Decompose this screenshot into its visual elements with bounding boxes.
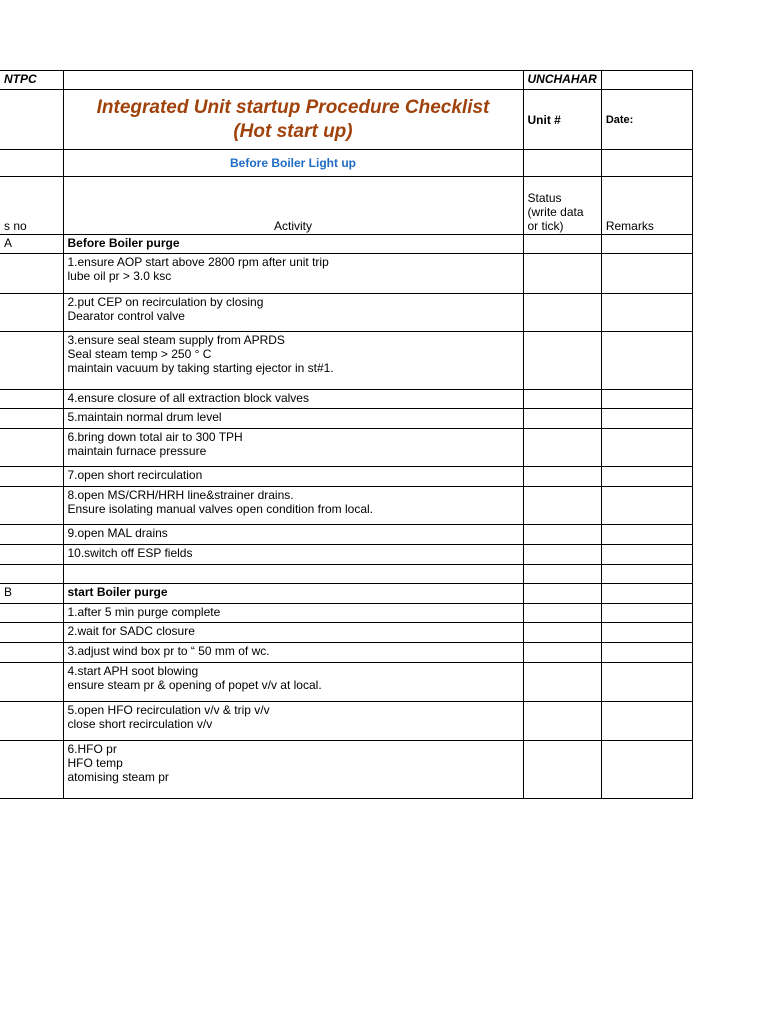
activity-line: 2.wait for SADC closure (67, 624, 195, 638)
activity-line: 2.put CEP on recirculation by closing (67, 295, 264, 309)
remarks-cell[interactable] (601, 294, 692, 332)
table-row (0, 390, 692, 409)
activity-line: atomising steam pr (67, 770, 169, 784)
sno-cell (0, 254, 63, 294)
sno-cell (0, 741, 63, 799)
activity-line: lube oil pr > 3.0 ksc (67, 269, 172, 283)
sno-cell (0, 643, 63, 663)
activity-line: 1.after 5 min purge complete (67, 605, 221, 619)
remarks-cell[interactable] (601, 702, 692, 741)
sno-cell (0, 409, 63, 429)
sno-cell (0, 332, 63, 390)
remarks-cell[interactable] (601, 332, 692, 390)
status-cell[interactable] (523, 294, 601, 332)
document-subtitle: (Hot start up) (233, 120, 353, 142)
activity-cell (63, 565, 523, 584)
sno-cell (0, 390, 63, 409)
sno-cell: B (0, 584, 63, 604)
table-row (0, 525, 692, 545)
status-cell[interactable] (523, 663, 601, 702)
remarks-cell[interactable] (601, 487, 692, 525)
activity-line: maintain vacuum by taking starting ejector in st#1. (67, 361, 334, 375)
status-cell[interactable] (523, 565, 601, 584)
sno-cell: A (0, 235, 63, 254)
status-header (523, 177, 601, 235)
activity-line: 6.HFO pr (67, 742, 117, 756)
table-row (0, 545, 692, 565)
sno-cell (0, 429, 63, 467)
remarks-cell[interactable] (601, 663, 692, 702)
activity-line: 5.maintain normal drum level (67, 410, 222, 424)
status-header-line: Status (527, 191, 562, 205)
status-cell[interactable] (523, 467, 601, 487)
remarks-cell[interactable] (601, 467, 692, 487)
section-title: Before Boiler Light up (63, 150, 523, 177)
activity-line: ensure steam pr & opening of popet v/v at local. (67, 678, 322, 692)
sno-cell (0, 702, 63, 741)
remarks-cell[interactable] (601, 643, 692, 663)
table-row (0, 565, 692, 584)
sno-cell (0, 525, 63, 545)
status-cell[interactable] (523, 390, 601, 409)
table-row (0, 741, 692, 799)
activity-header: Activity (63, 177, 523, 235)
activity-cell (63, 429, 523, 467)
activity-cell (63, 235, 523, 254)
blank-header-cell (601, 71, 692, 90)
blank-section-cell (601, 150, 692, 177)
section-title-row (0, 150, 692, 177)
status-cell[interactable] (523, 409, 601, 429)
remarks-cell[interactable] (601, 429, 692, 467)
table-row (0, 584, 692, 604)
status-cell[interactable] (523, 235, 601, 254)
table-row (0, 235, 692, 254)
sno-header: s no (0, 177, 63, 235)
sno-cell (0, 467, 63, 487)
activity-line: close short recirculation v/v (67, 717, 213, 731)
activity-cell (63, 525, 523, 545)
activity-line: 10.switch off ESP fields (67, 546, 193, 560)
activity-cell (63, 584, 523, 604)
activity-line: Seal steam temp > 250 ° C (67, 347, 212, 361)
activity-cell (63, 702, 523, 741)
activity-cell (63, 741, 523, 799)
table-row (0, 254, 692, 294)
remarks-cell[interactable] (601, 390, 692, 409)
blank-header-cell (63, 71, 523, 90)
status-cell[interactable] (523, 604, 601, 623)
activity-cell (63, 643, 523, 663)
remarks-cell[interactable] (601, 254, 692, 294)
remarks-cell[interactable] (601, 623, 692, 643)
date-label: Date: (601, 90, 692, 150)
table-row (0, 487, 692, 525)
status-cell[interactable] (523, 254, 601, 294)
table-row (0, 409, 692, 429)
remarks-header: Remarks (601, 177, 692, 235)
activity-line: 3.adjust wind box pr to “ 50 mm of wc. (67, 644, 270, 658)
activity-line: 9.open MAL drains (67, 526, 168, 540)
remarks-cell[interactable] (601, 545, 692, 565)
activity-cell (63, 254, 523, 294)
blank-section-cell (0, 150, 63, 177)
table-row (0, 429, 692, 467)
activity-line: 5.open HFO recirculation v/v & trip v/v (67, 703, 270, 717)
site-cell: UNCHAHAR (523, 71, 601, 90)
activity-cell (63, 390, 523, 409)
activity-line: Dearator control valve (67, 309, 185, 323)
activity-line: HFO temp (67, 756, 123, 770)
blank-title-cell (0, 90, 63, 150)
sno-cell (0, 565, 63, 584)
checklist-table (0, 70, 693, 799)
company-cell: NTPC (0, 71, 63, 90)
unit-label: Unit # (523, 90, 601, 150)
sno-cell (0, 487, 63, 525)
activity-line: start Boiler purge (67, 585, 168, 599)
sno-cell (0, 663, 63, 702)
status-cell[interactable] (523, 643, 601, 663)
activity-line: Ensure isolating manual valves open condition from local. (67, 502, 374, 516)
status-header-line: or tick) (527, 219, 564, 233)
sno-cell (0, 623, 63, 643)
document-title: Integrated Unit startup Procedure Checklist (96, 96, 490, 118)
header-row (0, 71, 692, 90)
remarks-cell[interactable] (601, 409, 692, 429)
activity-line: 6.bring down total air to 300 TPH (67, 430, 243, 444)
activity-cell (63, 604, 523, 623)
blank-section-cell (523, 150, 601, 177)
status-header-line: (write data (527, 205, 584, 219)
remarks-cell[interactable] (601, 235, 692, 254)
remarks-cell[interactable] (601, 584, 692, 604)
status-cell[interactable] (523, 741, 601, 799)
activity-cell (63, 332, 523, 390)
activity-line: 4.start APH soot blowing (67, 664, 199, 678)
sno-cell (0, 545, 63, 565)
sno-cell (0, 604, 63, 623)
status-cell[interactable] (523, 623, 601, 643)
table-row (0, 663, 692, 702)
column-header-row (0, 177, 692, 235)
title-row (0, 90, 692, 150)
table-row (0, 467, 692, 487)
table-row (0, 702, 692, 741)
table-row (0, 332, 692, 390)
table-row (0, 643, 692, 663)
status-cell[interactable] (523, 487, 601, 525)
activity-line: 3.ensure seal steam supply from APRDS (67, 333, 285, 347)
status-cell[interactable] (523, 332, 601, 390)
activity-cell (63, 409, 523, 429)
remarks-cell[interactable] (601, 604, 692, 623)
status-cell[interactable] (523, 584, 601, 604)
activity-cell (63, 294, 523, 332)
activity-cell (63, 663, 523, 702)
status-cell[interactable] (523, 525, 601, 545)
activity-cell (63, 487, 523, 525)
sno-cell (0, 294, 63, 332)
activity-line: Before Boiler purge (67, 236, 180, 250)
table-row (0, 604, 692, 623)
remarks-cell[interactable] (601, 565, 692, 584)
activity-cell (63, 623, 523, 643)
table-row (0, 294, 692, 332)
activity-line: 8.open MS/CRH/HRH line&strainer drains. (67, 488, 294, 502)
activity-cell (63, 545, 523, 565)
remarks-cell[interactable] (601, 741, 692, 799)
title-cell (63, 90, 523, 150)
activity-line: maintain furnace pressure (67, 444, 207, 458)
status-cell[interactable] (523, 702, 601, 741)
activity-line: 4.ensure closure of all extraction block valves (67, 391, 309, 405)
status-cell[interactable] (523, 545, 601, 565)
activity-line: 7.open short recirculation (67, 468, 203, 482)
activity-line: 1.ensure AOP start above 2800 rpm after unit trip (67, 255, 329, 269)
activity-cell (63, 467, 523, 487)
remarks-cell[interactable] (601, 525, 692, 545)
table-row (0, 623, 692, 643)
status-cell[interactable] (523, 429, 601, 467)
